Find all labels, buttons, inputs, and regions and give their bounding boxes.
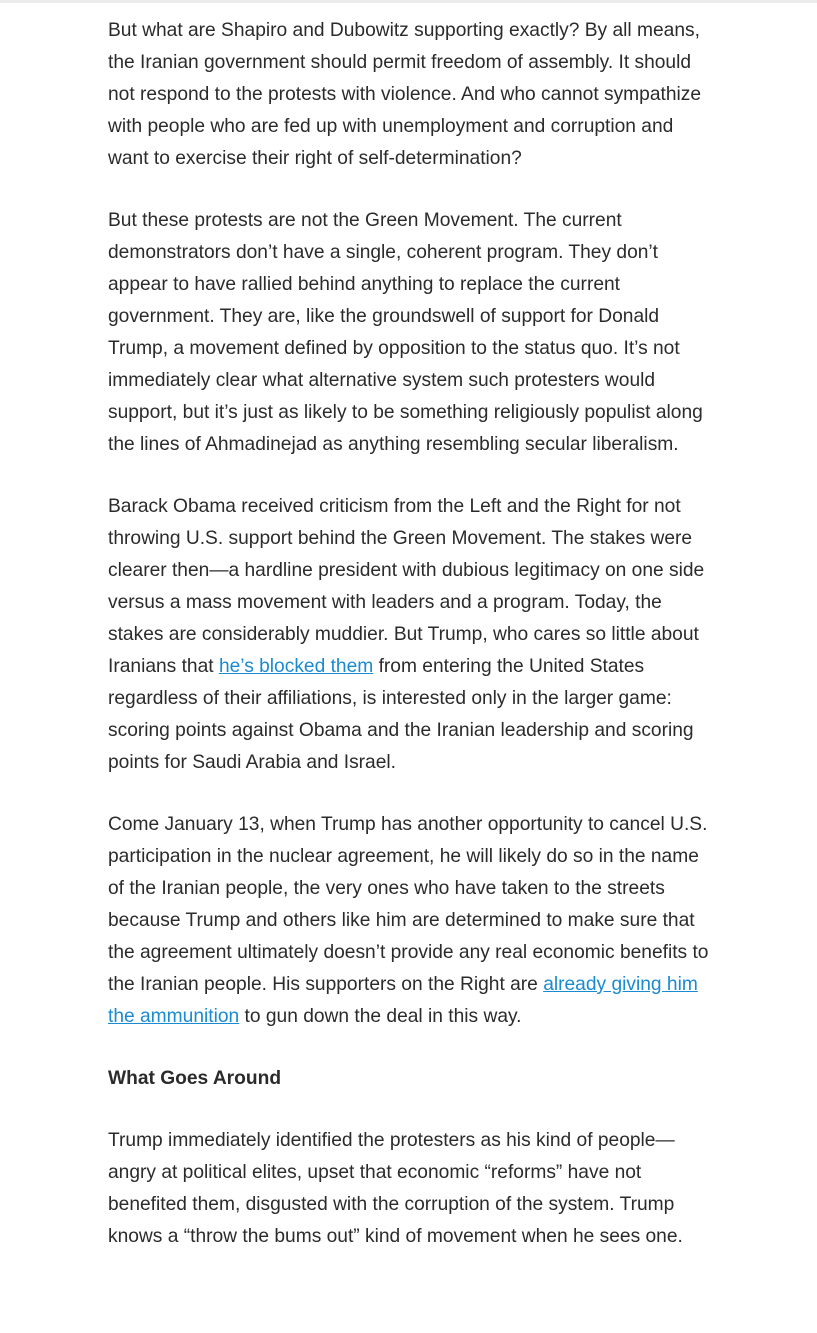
paragraph-obama-criticism bbox=[108, 491, 713, 779]
paragraph-obama-text-before: Barack Obama received criticism from the Left and the Right for not throwing U.S. support behind the Green Movement. The stakes were clearer then—a hardline president with dubious legitimacy on one side versus a mass movement with leaders and a program. Today, the stakes are considerably muddier. But Trump, who cares so little about Iranians that bbox=[108, 496, 705, 677]
paragraph-trump-protesters: Trump immediately identified the protesters as his kind of people—angry at political elites, upset that economic “reforms” have not benefited them, disgusted with the corruption of the system. Trump knows a “throw the bums out” kind of movement when he sees one. bbox=[108, 1130, 683, 1247]
paragraph-january-text-after: to gun down the deal in this way. bbox=[239, 1006, 522, 1027]
paragraph-not-green-movement: But these protests are not the Green Movement. The current demonstrators don’t have a single, coherent program. They don’t appear to have rallied behind anything to replace the current government. They are, like the groundswell of support for Donald Trump, a movement defined by opposition to the status quo. It’s not immediately clear what alternative system such protesters would support, but it’s just as likely to be something religiously populist along the lines of Ahmadinejad as anything resembling secular liberalism. bbox=[108, 210, 703, 455]
article-body bbox=[108, 15, 713, 1283]
paragraph-shapiro-dubowitz: But what are Shapiro and Dubowitz supporting exactly? By all means, the Iranian government should permit freedom of assembly. It should not respond to the protests with violence. And who cannot sympathize with people who are fed up with unemployment and corruption and want to exercise their right of self-determination? bbox=[108, 20, 702, 169]
paragraph-january-text-before: Come January 13, when Trump has another opportunity to cancel U.S. participation in the nuclear agreement, he will likely do so in the name of the Iranian people, the very ones who have taken to the streets because Trump and others like him are determined to make sure that the agreement ultimately doesn’t provide any real economic benefits to the Iranian people. His supporters on the Right are bbox=[108, 814, 709, 995]
blocked-them-link[interactable]: he’s blocked them bbox=[218, 656, 374, 677]
ammunition-link[interactable]: already giving him the ammunition bbox=[108, 974, 698, 1027]
top-divider bbox=[0, 0, 817, 3]
section-heading: What Goes Around bbox=[108, 1068, 282, 1089]
paragraph-obama-text-after: from entering the United States regardless of their affiliations, is interested only in the larger game: scoring points against Obama and the Iranian leadership and scoring points for Saudi Arabia and Israel. bbox=[108, 656, 694, 773]
paragraph-january-13 bbox=[108, 809, 713, 1033]
